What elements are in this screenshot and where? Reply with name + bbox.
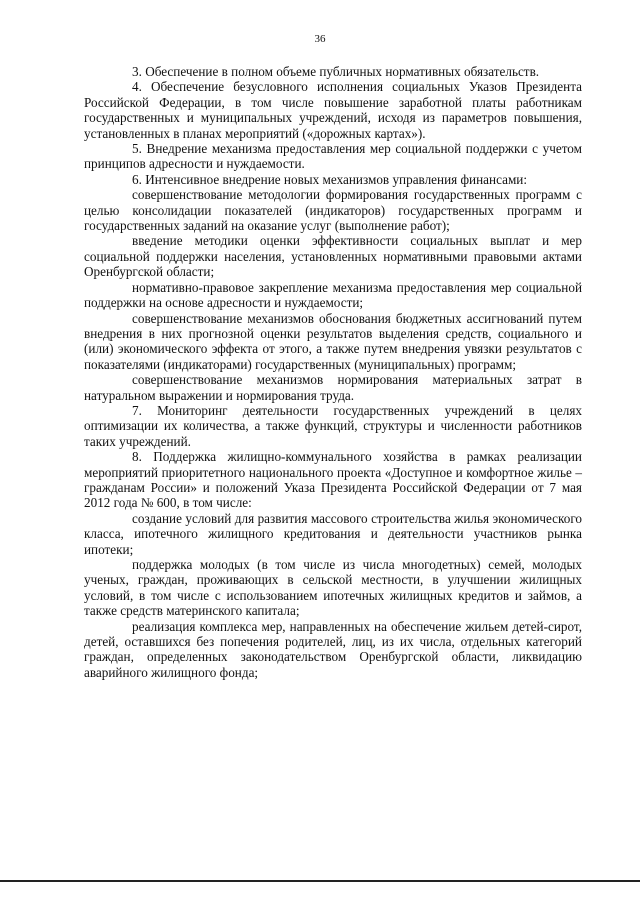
paragraph-item-5: 5. Внедрение механизма предоставления мер социальной поддержки с учетом принципов адресности и нуждаемости.	[84, 141, 582, 172]
paragraph-item-8: 8. Поддержка жилищно-коммунального хозяйства в рамках реализации мероприятий приоритетного национального проекта «Доступное и комфортное жилье – гражданам России» и положений Указа Президента Российской Федерации от 7 мая 2012 года № 600, в том числе:	[84, 449, 582, 511]
paragraph-item-4: 4. Обеспечение безусловного исполнения социальных Указов Президента Российской Федерации, в том числе повышение заработной платы работникам государственных и муниципальных учреждений, исходя из параметров повышения, установленных в планах мероприятий («дорожных картах»).	[84, 79, 582, 141]
paragraph-item-3: 3. Обеспечение в полном объеме публичных нормативных обязательств.	[132, 64, 540, 79]
paragraph-subitem-6-4: совершенствование механизмов обоснования бюджетных ассигнований путем внедрения в них прогнозной оценки результатов выделения средств, социального и (или) экономического эффекта от этого, а также путем внедрения увязки результатов с показателями (индикаторами) государственных (муниципальных) программ;	[84, 310, 582, 372]
page-bottom-border	[0, 880, 640, 882]
paragraph-subitem-8-2: поддержка молодых (в том числе из числа многодетных) семей, молодых ученых, граждан, проживающих в сельской местности, в улучшении жилищных условий, в том числе с использованием ипотечных жилищных кредитов и займов, а также средств материнского капитала;	[84, 557, 582, 619]
paragraph-subitem-6-1: совершенствование методологии формирования государственных программ с целью консолидации показателей (индикаторов) государственных программ и государственных заданий на оказание услуг (выполнение работ);	[84, 187, 582, 234]
page-number: 36	[314, 33, 326, 45]
paragraph-item-7: 7. Мониторинг деятельности государственных учреждений в целях оптимизации их количества, а также функций, структуры и численности работников таких учреждений.	[84, 402, 582, 449]
paragraph-subitem-6-5: совершенствование механизмов нормирования материальных затрат в натуральном выражении и нормирования труда.	[84, 372, 582, 403]
paragraph-item-6: 6. Интенсивное внедрение новых механизмов управления финансами:	[132, 171, 528, 187]
document-body	[84, 64, 582, 680]
paragraph-subitem-6-2: введение методики оценки эффективности социальных выплат и мер социальной поддержки населения, установленных нормативными правовыми актами Оренбургской области;	[84, 233, 582, 280]
paragraph-subitem-8-1: создание условий для развития массового строительства жилья экономического класса, ипотечного жилищного кредитования и деятельности участников рынка ипотеки;	[84, 510, 582, 557]
paragraph-subitem-6-3: нормативно-правовое закрепление механизма предоставления мер социальной поддержки на основе адресности и нуждаемости;	[84, 279, 582, 311]
paragraph-subitem-8-3: реализация комплекса мер, направленных на обеспечение жильем детей-сирот, детей, оставшихся без попечения родителей, лиц, из их числа, отдельных категорий граждан, определенных законодательством Оренбургской области, ликвидацию аварийного жилищного фонда;	[84, 618, 582, 680]
